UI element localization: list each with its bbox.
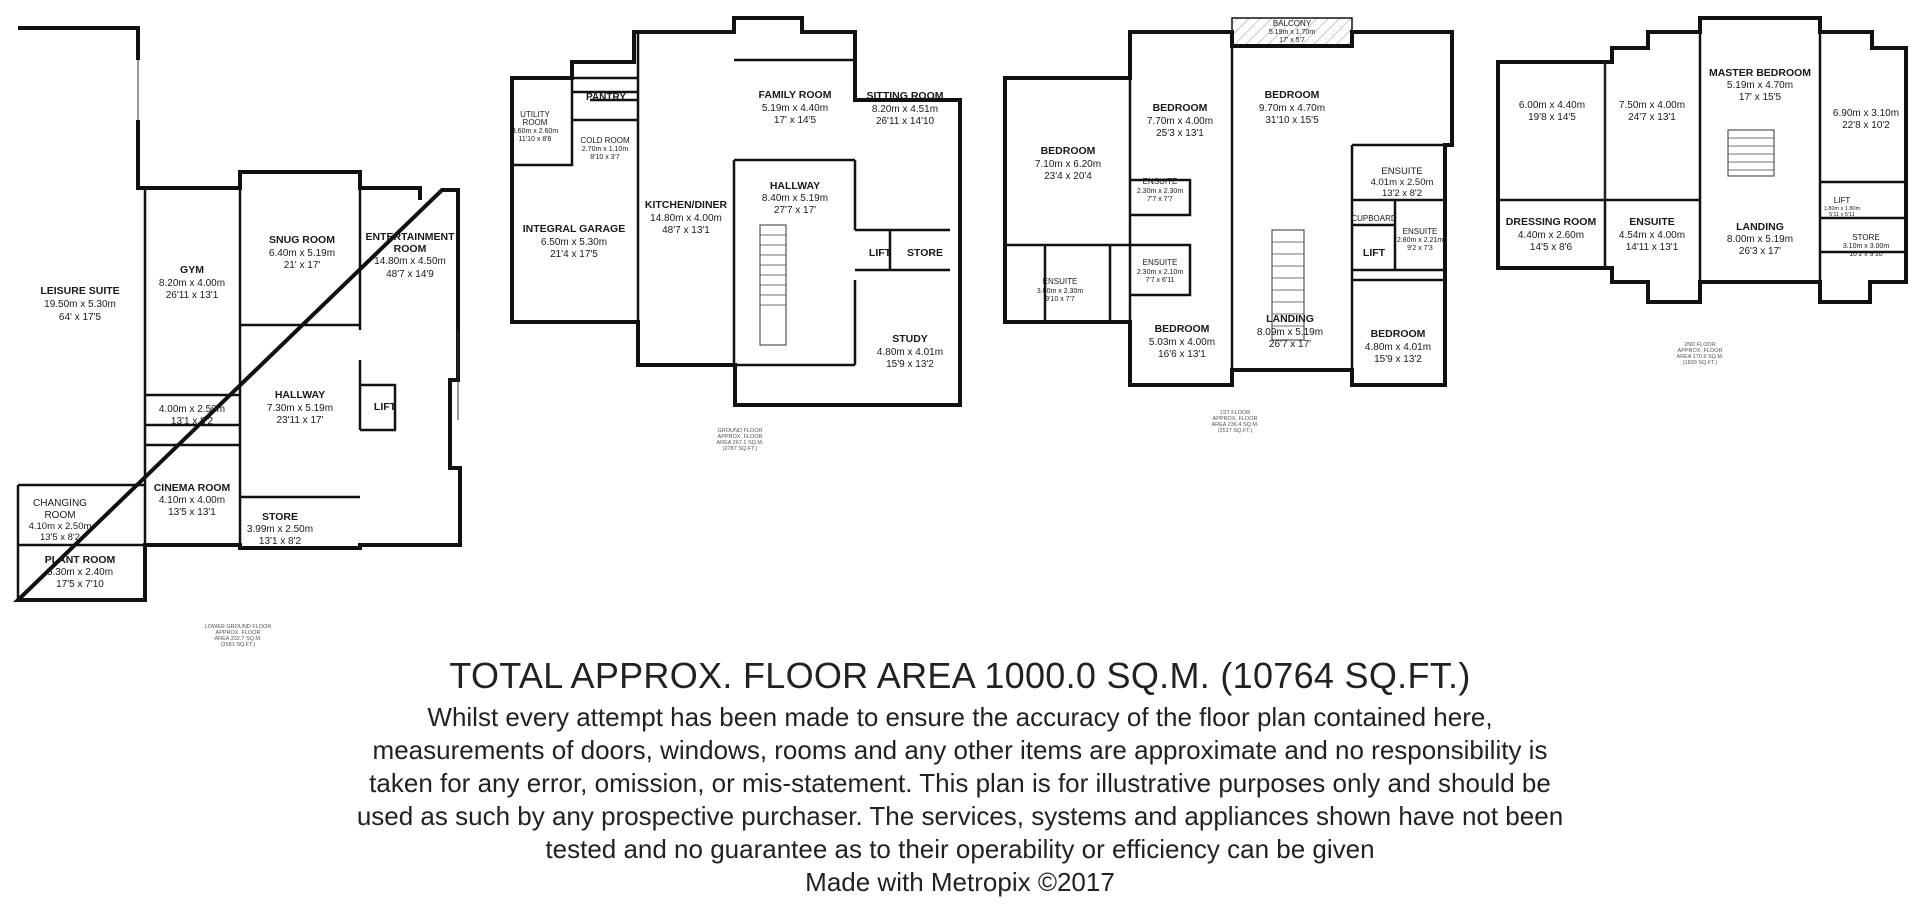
- room-sm-dim: 8'10 x 3'7: [590, 154, 620, 161]
- room-dim: 4.80m x 4.01m: [1364, 342, 1432, 353]
- room-sm-dim: 7'7 x 7'7: [1147, 196, 1173, 203]
- room-dim: 14'5 x 8'6: [1529, 242, 1573, 253]
- room-name: ENSUITE: [1629, 216, 1675, 228]
- room-sm-dim: 9'10 x 7'7: [1045, 296, 1075, 303]
- room-dim: 6.50m x 5.30m: [540, 237, 608, 248]
- room-dim: 14.80m x 4.50m: [374, 256, 446, 267]
- room-sm-dim: 2.30m x 2.30m: [1136, 188, 1184, 195]
- room-dim: 26'11 x 13'1: [165, 290, 219, 301]
- room-name: CINEMA ROOM: [153, 482, 231, 494]
- room-name: HALLWAY: [769, 180, 821, 192]
- room-name: STORE: [262, 511, 298, 523]
- room-sm-dim: 3.10m x 3.00m: [1842, 243, 1890, 250]
- room-name: LIFT: [868, 247, 892, 259]
- room-sm-name: ENSUITE: [1042, 277, 1078, 286]
- floor-label-line: AREA 236.4 SQ.M.: [1211, 422, 1259, 428]
- room-name: FAMILY ROOM: [758, 89, 832, 101]
- floor-area-label: [716, 428, 764, 452]
- room-dim: 4.00m x 2.50m: [158, 404, 226, 415]
- room-dim: 5.19m x 4.70m: [1726, 80, 1794, 91]
- floor-area-label: [1676, 342, 1724, 366]
- room-sm-dim: 2.30m x 2.10m: [1136, 269, 1184, 276]
- room-sm-dim: 5'11 x 5'11: [1829, 212, 1855, 218]
- room-sm-name: STORE: [1852, 233, 1880, 242]
- room-name: DRESSING ROOM: [1505, 216, 1597, 228]
- room-dim: 9.70m x 4.70m: [1258, 103, 1326, 114]
- floor-label-line: (3581 SQ.FT.): [220, 642, 256, 648]
- floor-label-line: AREA 170.9 SQ.M.: [1676, 354, 1724, 360]
- room-sm-dim: 2.80m x 2.21m: [1396, 237, 1444, 244]
- room-name: LIFT: [1362, 247, 1386, 259]
- room-name: ROOM: [393, 243, 427, 255]
- room-dim: 13'1 x 8'2: [258, 536, 302, 547]
- staircase: [760, 235, 786, 305]
- room-dim: 17'5 x 7'10: [56, 579, 104, 590]
- room-dim: 7.30m x 5.19m: [266, 403, 334, 414]
- room-sm-name: CUPBOARD: [1351, 214, 1397, 223]
- room-name: HALLWAY: [274, 389, 326, 401]
- floor-label-line: AREA 332.7 SQ.M.: [214, 636, 262, 642]
- room-name: STUDY: [892, 333, 928, 345]
- floor-label-line: LOWER GROUND FLOOR: [204, 624, 272, 630]
- lower-ground-floor-plan: [18, 28, 460, 648]
- room-name: LIFT: [373, 401, 397, 413]
- room-dim: 19.50m x 5.30m: [44, 299, 116, 310]
- room-name: LANDING: [1266, 313, 1314, 325]
- room-dim: 31'10 x 15'5: [1265, 115, 1319, 126]
- room-dim: 15'9 x 13'2: [886, 359, 934, 370]
- room-dim: 6.40m x 5.19m: [268, 248, 336, 259]
- room-name: BEDROOM: [1264, 89, 1320, 101]
- disclaimer: Whilst every attempt has been made to ensure the accuracy of the floor plan contained here, measurements of doors, windows, rooms and any other items are approximate and no responsibility is taken for any error, omission, or mis-statement. This plan is for illustrative purposes only and should be used as such by any prospective purchaser. The services, systems and appliances shown have not been tested and no guarantee as to their operability or efficiency can be given: [356, 702, 1564, 864]
- second-floor-plan: [1498, 18, 1906, 366]
- room-sm-name: UTILITY: [520, 110, 550, 119]
- room-sm-name: BALCONY: [1272, 19, 1312, 28]
- room-name: MASTER BEDROOM: [1708, 67, 1812, 79]
- room-sm-dim: 11'10 x 8'6: [518, 136, 552, 143]
- room-dim: 22'8 x 10'2: [1842, 120, 1890, 131]
- room-dim: 23'4 x 20'4: [1044, 171, 1092, 182]
- room-dim: 24'7 x 13'1: [1628, 112, 1676, 123]
- room-sm-name: ENSUITE: [1381, 166, 1423, 177]
- floor-label-line: GROUND FLOOR: [717, 428, 763, 434]
- room-dim: 14.80m x 4.00m: [650, 213, 722, 224]
- room-dim: 8.00m x 5.19m: [1726, 234, 1794, 245]
- room-dim: 4.01m x 2.50m: [1370, 177, 1434, 188]
- room-dim: 3.99m x 2.50m: [246, 524, 314, 535]
- room-dim: 5.03m x 4.00m: [1148, 337, 1216, 348]
- room-sm-dim: 5.19m x 1.70m: [1268, 29, 1316, 36]
- room-dim: 4.10m x 2.50m: [28, 521, 92, 532]
- floor-label-line: (1839 SQ.FT.): [1682, 360, 1718, 366]
- room-dim: 13'1 x 8'2: [170, 416, 214, 427]
- floor-label-line: APPROX. FLOOR: [1212, 416, 1258, 422]
- footer: [340, 655, 1580, 899]
- room-name: INTEGRAL GARAGE: [522, 223, 626, 235]
- room-dim: 8.20m x 4.00m: [158, 278, 226, 289]
- room-sm-dim: 2.70m x 1.10m: [581, 146, 629, 153]
- floor-label-line: (2517 SQ.FT.): [1217, 428, 1253, 434]
- room-dim: 13'5 x 13'1: [168, 507, 216, 518]
- room-dim: 17' x 14'5: [773, 115, 817, 126]
- room-sm-name: ENSUITE: [1402, 227, 1438, 236]
- room-sm-dim: 1.80m x 1.80m: [1823, 206, 1861, 212]
- room-name: LANDING: [1736, 221, 1784, 233]
- room-sm-name: ROOM: [44, 510, 76, 521]
- room-name: BEDROOM: [1040, 145, 1096, 157]
- floor-area-label: [205, 624, 272, 648]
- room-name: BEDROOM: [1370, 328, 1426, 340]
- room-dim: 13'2 x 8'2: [1381, 188, 1423, 199]
- room-sm-dim: 17' x 5'7: [1279, 37, 1305, 44]
- room-dim: 17' x 15'5: [1738, 92, 1782, 103]
- room-sm-dim: 7'7 x 6'11: [1145, 277, 1175, 284]
- room-sm-name: LIFT: [1833, 196, 1851, 205]
- room-sm-dim: 10'2 x 9'10: [1849, 251, 1883, 258]
- room-name: STORE: [907, 247, 943, 259]
- room-dim: 19'8 x 14'5: [1528, 112, 1576, 123]
- room-dim: 4.10m x 4.00m: [158, 495, 226, 506]
- floor-area-label: [1211, 410, 1259, 434]
- floor-label-line: APPROX. FLOOR: [1677, 348, 1723, 354]
- floor-label-line: (2787 SQ.FT.): [722, 446, 758, 452]
- made-with-credit: Made with Metropix ©2017: [805, 867, 1115, 897]
- room-dim: 15'9 x 13'2: [1374, 354, 1422, 365]
- room-dim: 21' x 17': [283, 260, 321, 271]
- room-sm-name: ROOM: [522, 118, 548, 127]
- room-dim: 7.50m x 4.00m: [1618, 100, 1686, 111]
- room-dim: 27'7 x 17': [773, 205, 817, 216]
- floor-label-line: 1ST FLOOR: [1219, 410, 1251, 416]
- total-floor-area: TOTAL APPROX. FLOOR AREA 1000.0 SQ.M. (10764 SQ.FT.): [449, 655, 1471, 696]
- room-name: KITCHEN/DINER: [644, 199, 728, 211]
- room-sm-name: COLD ROOM: [580, 136, 630, 145]
- room-sm-dim: 3.60m x 2.60m: [511, 128, 559, 135]
- room-dim: 5.30m x 2.40m: [46, 567, 114, 578]
- room-sm-dim: 9'2 x 7'3: [1407, 245, 1433, 252]
- first-floor-plan: [1005, 18, 1452, 434]
- room-dim: 7.70m x 4.00m: [1146, 116, 1214, 127]
- room-dim: 6.00m x 4.40m: [1518, 100, 1586, 111]
- floor-label-line: APPROX. FLOOR: [215, 630, 261, 636]
- room-dim: 14'11 x 13'1: [1625, 242, 1679, 253]
- room-sm-name: CHANGING: [33, 498, 87, 509]
- room-dim: 64' x 17'5: [58, 312, 102, 323]
- room-dim: 26'7 x 17': [1268, 339, 1312, 350]
- room-dim: 4.80m x 4.01m: [876, 347, 944, 358]
- room-dim: 7.10m x 6.20m: [1034, 159, 1102, 170]
- room-dim: 26'11 x 14'10: [875, 116, 935, 127]
- room-name: LEISURE SUITE: [40, 285, 120, 297]
- room-name: BEDROOM: [1152, 102, 1208, 114]
- room-dim: 48'7 x 13'1: [662, 225, 710, 236]
- room-name: BEDROOM: [1154, 323, 1210, 335]
- floor-label-line: 2ND FLOOR: [1684, 342, 1716, 348]
- room-name: SITTING ROOM: [866, 90, 944, 102]
- room-sm-name: ENSUITE: [1142, 258, 1178, 267]
- room-dim: 8.40m x 5.19m: [761, 193, 829, 204]
- staircase: [1728, 138, 1774, 170]
- room-sm-dim: 3.00m x 2.30m: [1036, 288, 1084, 295]
- room-name: PLANT ROOM: [44, 554, 116, 566]
- room-dim: 8.09m x 5.19m: [1256, 327, 1324, 338]
- room-dim: 5.19m x 4.40m: [761, 103, 829, 114]
- floor-label-line: APPROX. FLOOR: [717, 434, 763, 440]
- room-dim: 16'6 x 13'1: [1158, 349, 1206, 360]
- room-dim: 21'4 x 17'5: [550, 249, 598, 260]
- room-dim: 6.90m x 3.10m: [1832, 108, 1900, 119]
- room-name: GYM: [180, 264, 204, 276]
- room-dim: 4.40m x 2.60m: [1517, 230, 1585, 241]
- room-dim: 48'7 x 14'9: [386, 269, 434, 280]
- ground-floor-plan: [512, 18, 960, 452]
- room-sm-name: PANTRY: [586, 92, 626, 103]
- room-dim: 25'3 x 13'1: [1156, 128, 1204, 139]
- room-sm-name: ENSUITE: [1142, 177, 1178, 186]
- room-dim: 13'5 x 8'2: [39, 532, 81, 543]
- floor-label-line: AREA 267.1 SQ.M.: [716, 440, 764, 446]
- room-name: SNUG ROOM: [269, 234, 335, 246]
- room-dim: 4.54m x 4.00m: [1618, 230, 1686, 241]
- room-dim: 23'11 x 17': [276, 415, 324, 426]
- room-dim: 26'3 x 17': [1738, 246, 1782, 257]
- room-name: ENTERTAINMENT: [365, 231, 455, 243]
- room-dim: 8.20m x 4.51m: [871, 104, 939, 115]
